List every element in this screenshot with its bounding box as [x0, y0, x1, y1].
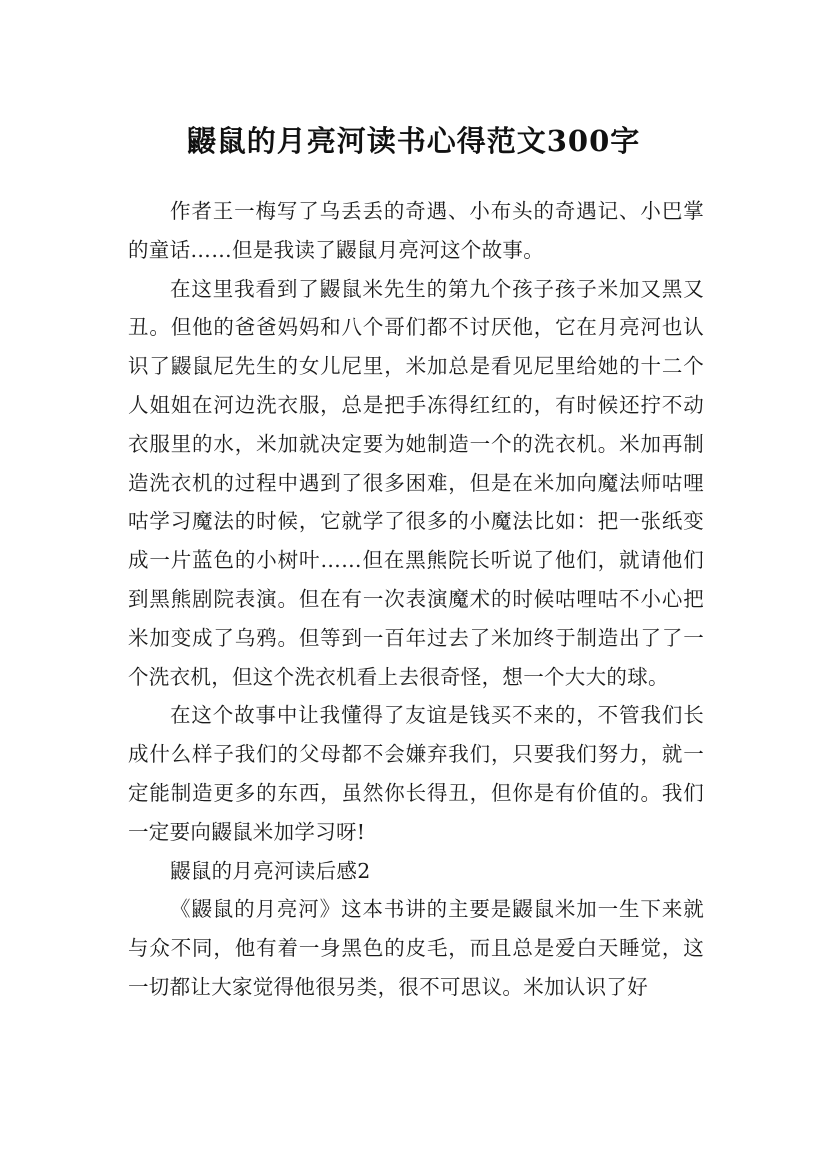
document-title: 鼹鼠的月亮河读书心得范文300字	[186, 124, 641, 159]
section-heading: 鼹鼠的月亮河读后感2	[170, 858, 371, 883]
paragraph-review-2: 《鼹鼠的月亮河》这本书讲的主要是鼹鼠米加一生下来就与众不同，他有着一身黑色的皮毛，而且总是爱白天睡觉，这一切都让大家觉得他很另类，很不可思议。米加认识了好	[128, 897, 704, 999]
paragraph-lesson: 在这个故事中让我懂得了友谊是钱买不来的，不管我们长成什么样子我们的父母都不会嫌弃我们，只要我们努力，就一定能制造更多的东西，虽然你长得丑，但你是有价值的。我们一定要向鼹鼠米加学习呀!	[128, 703, 704, 844]
paragraph-intro: 作者王一梅写了乌丢丢的奇遇、小布头的奇遇记、小巴掌的童话……但是我读了鼹鼠月亮河这个故事。	[128, 199, 704, 262]
paragraph-story: 在这里我看到了鼹鼠米先生的第九个孩子孩子米加又黑又丑。但他的爸爸妈妈和八个哥们都不讨厌他，它在月亮河也认识了鼹鼠尼先生的女儿尼里，米加总是看见尼里给她的十二个人姐姐在河边洗衣服，总是把手冻得红红的，有时候还拧不动衣服里的水，米加就决定要为她制造一个的洗衣机。米加再制造洗衣机的过程中遇到了很多困难，但是在米加向魔法师咕哩咕学习魔法的时候，它就学了很多的小魔法比如：把一张纸变成一片蓝色的小树叶……但在黑熊院长听说了他们，就请他们到黑熊剧院表演。但在有一次表演魔术的时候咕哩咕不小心把米加变成了乌鸦。但等到一百年过去了米加终于制造出了了一个洗衣机，但这个洗衣机看上去很奇怪，想一个大大的球。	[128, 276, 704, 689]
document-body	[128, 192, 704, 1007]
